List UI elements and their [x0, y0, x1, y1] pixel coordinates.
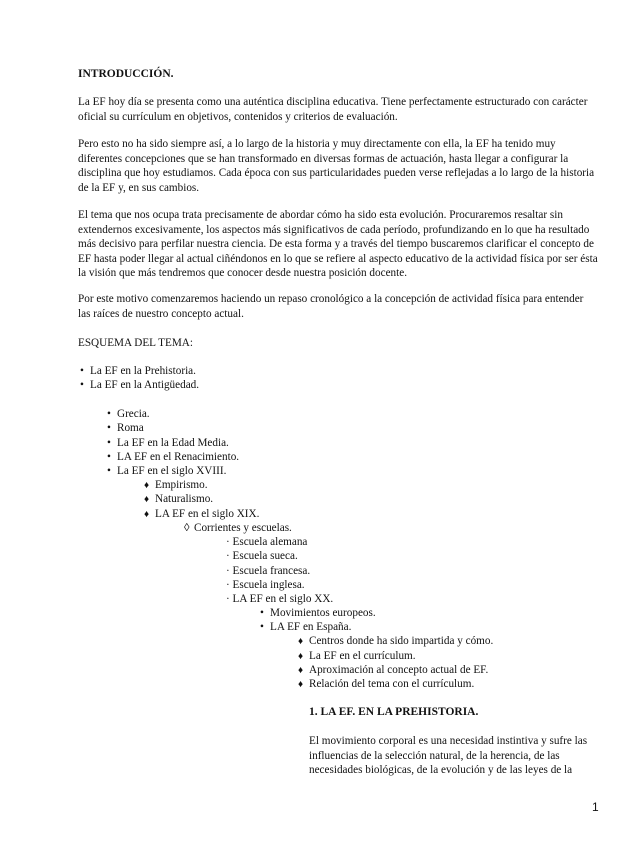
- outline-item: [298, 634, 493, 650]
- paragraph-2: Pero esto no ha sido siempre así, a lo largo de la historia y muy directamente con ella, la EF ha tenido muy diferentes concepciones que se han transformado en diversas formas de actuación, hasta llegar a configurar la disciplina que hoy estudiamos. Cada época con sus particularidades pueden verse reflejadas a lo largo de la historia de la EF y, en sus cambios.: [78, 138, 595, 194]
- outline-item-label: La EF en la Antigüedad.: [90, 379, 200, 391]
- outline-item-label: La EF en el currículum.: [309, 650, 416, 662]
- bullet-icon: •: [80, 379, 84, 391]
- outline-item-label: Roma: [117, 422, 144, 434]
- paragraph-3: El tema que nos ocupa trata precisamente de abordar cómo ha sido esta evolución. Procuraremos resaltar sin extendernos excesivamente, los aspectos más significativos de cada período, profundizando en lo que ha resultado más decisivo para perfilar nuestra ciencia. De esta forma y a través del tiempo buscaremos clarificar el concepto de EF hasta poder llegar al actual ciñéndonos en lo que se refiere al aspecto educativo de la actividad física por ser ésta la visión que más tendremos que conocer desde nuestra posición docente.: [78, 209, 598, 280]
- dot-bullet-icon: ·: [226, 536, 230, 548]
- bullet-icon: •: [80, 365, 84, 377]
- diamond-bullet-icon: ♦: [298, 679, 304, 690]
- outline-item-label: Corrientes y escuelas.: [194, 522, 292, 534]
- diamond-bullet-icon: ♦: [298, 651, 304, 662]
- outline-item: [80, 364, 196, 379]
- outline-item: [226, 578, 305, 593]
- lozenge-bullet-icon: ◊: [184, 522, 190, 534]
- outline-item: [298, 677, 474, 693]
- outline-item: [260, 620, 351, 635]
- bullet-icon: •: [260, 607, 264, 619]
- bullet-icon: •: [107, 408, 111, 420]
- bullet-icon: •: [107, 451, 111, 463]
- dot-bullet-icon: ·: [226, 550, 230, 562]
- bullet-icon: •: [107, 422, 111, 434]
- bullet-icon: •: [107, 437, 111, 449]
- outline-item: [184, 521, 292, 536]
- dot-bullet-icon: ·: [226, 593, 230, 605]
- outline-item: [107, 407, 150, 422]
- outline-item: [107, 421, 144, 436]
- outline-item-label: Escuela sueca.: [232, 550, 298, 562]
- outline-item-label: Naturalismo.: [155, 493, 214, 505]
- outline-item: [226, 549, 298, 564]
- bullet-icon: •: [260, 621, 264, 633]
- paragraph-1: La EF hoy día se presenta como una auténtica disciplina educativa. Tiene perfectamente estructurado con carácter oficial su currículum en objetivos, contenidos y criterios de evaluación.: [78, 96, 588, 123]
- outline-item-label: Empirismo.: [155, 479, 208, 491]
- outline-item: [144, 492, 213, 508]
- outline-item-label: Aproximación al concepto actual de EF.: [309, 664, 489, 676]
- outline-item-label: LA EF en el Renacimiento.: [117, 451, 240, 463]
- diamond-bullet-icon: ♦: [298, 636, 304, 647]
- paragraph-4: Por este motivo comenzaremos haciendo un repaso cronológico a la concepción de actividad física para entender las raíces de nuestro concepto actual.: [78, 293, 584, 320]
- outline-item-label: Movimientos europeos.: [270, 607, 376, 619]
- outline-item-label: Escuela inglesa.: [232, 579, 305, 591]
- diamond-bullet-icon: ♦: [144, 494, 150, 505]
- outline-item-label: Centros donde ha sido impartida y cómo.: [309, 635, 494, 647]
- outline-item-label: La EF en el siglo XVIII.: [117, 465, 227, 477]
- section-title: 1. LA EF. EN LA PREHISTORIA.: [309, 706, 479, 718]
- outline-item-label: Grecia.: [117, 408, 150, 420]
- outline-item: [226, 592, 333, 607]
- diamond-bullet-icon: ♦: [298, 665, 304, 676]
- outline-item-label: LA EF en el siglo XIX.: [155, 508, 260, 520]
- outline-item: [107, 464, 226, 479]
- outline-item: [260, 606, 376, 621]
- outline-item: [107, 436, 229, 451]
- schema-title: ESQUEMA DEL TEMA:: [78, 337, 193, 349]
- outline-item: [107, 450, 239, 465]
- diamond-bullet-icon: ♦: [144, 509, 150, 520]
- dot-bullet-icon: ·: [226, 579, 230, 591]
- section-paragraph: El movimiento corporal es una necesidad instintiva y sufre las influencias de la selección natural, de la herencia, de las necesidades biológicas, de la evolución y de las leyes de la: [309, 735, 588, 777]
- bullet-icon: •: [107, 465, 111, 477]
- outline-item: [226, 535, 307, 550]
- outline-item-label: Relación del tema con el currículum.: [309, 678, 475, 690]
- outline-item: [80, 378, 199, 393]
- diamond-bullet-icon: ♦: [144, 480, 150, 491]
- outline-item-label: La EF en la Prehistoria.: [90, 365, 196, 377]
- dot-bullet-icon: ·: [226, 565, 230, 577]
- outline-item-label: Escuela francesa.: [232, 565, 311, 577]
- outline-item-label: LA EF en el siglo XX.: [232, 593, 334, 605]
- outline-item-label: La EF en la Edad Media.: [117, 437, 229, 449]
- outline-item-label: LA EF en España.: [270, 621, 352, 633]
- outline-item-label: Escuela alemana: [232, 536, 308, 548]
- outline-item: [226, 564, 310, 579]
- page-heading: INTRODUCCIÓN.: [78, 68, 174, 80]
- page-number: 1: [592, 800, 599, 814]
